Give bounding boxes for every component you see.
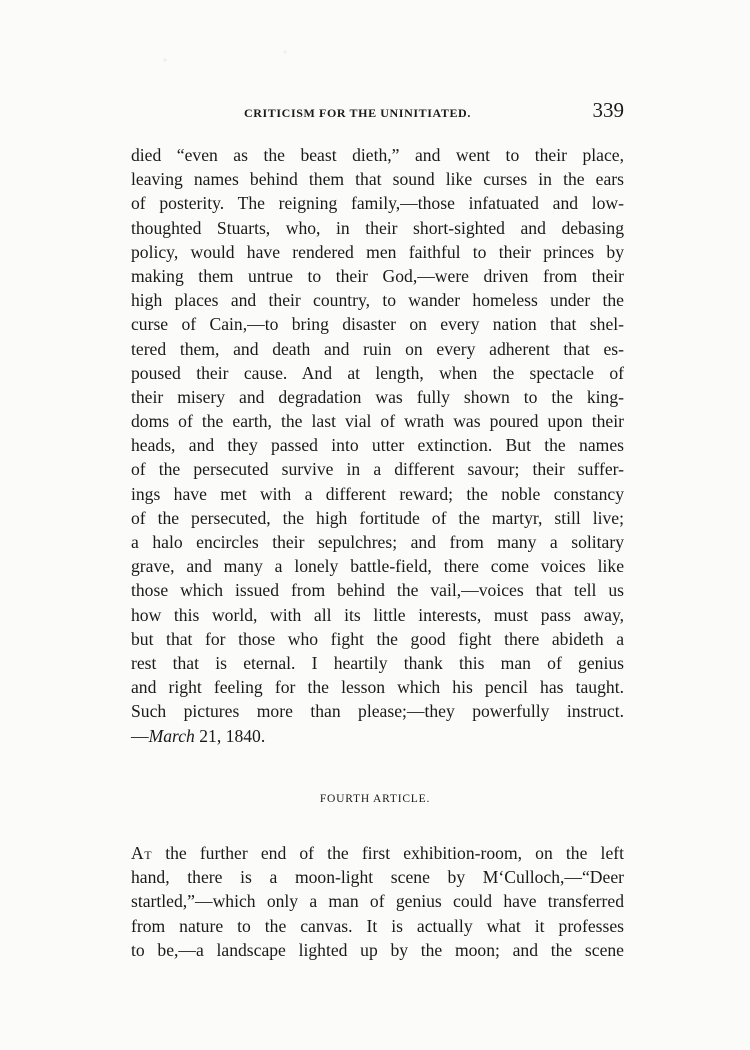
text-line: died “even as the beast dieth,” and went to their place, xyxy=(131,145,624,165)
text-line: grave, and many a lonely battle-field, there come voices like xyxy=(131,556,624,577)
text-line: tered them, and death and ruin on every adherent that es- xyxy=(131,338,624,359)
text-line: from nature to the canvas. It is actually what it professes xyxy=(131,915,624,936)
text-line: doms of the earth, the last vial of wrath was poured upon their xyxy=(131,411,624,432)
text-line: to be,—a landscape lighted up by the moon; and the scene xyxy=(131,939,624,960)
running-title: CRITICISM FOR THE UNINITIATED. xyxy=(244,106,471,120)
text-line: how this world, with all its little interests, must pass away, xyxy=(131,604,624,625)
section-heading: FOURTH ARTICLE. xyxy=(319,793,431,805)
text-line: heads, and they passed into utter extinction. But the names xyxy=(131,435,624,456)
text-line: policy, would have rendered men faithful to their princes by xyxy=(131,241,624,262)
text-line: curse of Cain,—to bring disaster on every nation that shel- xyxy=(131,314,624,335)
text-line: thoughted Stuarts, who, in their short-sighted and debasing xyxy=(131,217,624,238)
drop-word: At xyxy=(131,843,153,863)
text-line: a halo encircles their sepulchres; and from many a solitary xyxy=(131,532,624,552)
text-line: ings have met with a different reward; the noble constancy xyxy=(131,483,624,504)
text-line: high places and their country, to wander homeless under the xyxy=(131,290,624,311)
date-signoff xyxy=(131,724,624,748)
article-text xyxy=(131,841,624,962)
text-line: leaving names behind them that sound like curses in the ears xyxy=(131,169,624,190)
running-head xyxy=(130,98,624,128)
text-line: their misery and degradation was fully shown to the king- xyxy=(131,386,624,407)
text-line: hand, there is a moon-light scene by M‘Culloch,—“Deer xyxy=(131,867,624,888)
text-line: of the persecuted survive in a different savour; their suffer- xyxy=(131,459,624,480)
text-line: startled,”—which only a man of genius could have transferred xyxy=(131,891,624,912)
signoff-month: March xyxy=(148,725,195,746)
text-line: of the persecuted, the high fortitude of the martyr, still live; xyxy=(131,507,624,528)
signoff-date: 21, 1840. xyxy=(194,725,266,746)
text-line: but that for those who fight the good fight there abideth a xyxy=(131,628,624,649)
text-line: those which issued from behind the vail,—voices that tell us xyxy=(131,580,624,601)
paper-speckle xyxy=(105,40,405,80)
first-line-rest: the further end of the first exhibition-room, on the left xyxy=(152,843,624,863)
text-line: poused their cause. And at length, when the spectacle of xyxy=(131,362,624,383)
text-line: and right feeling for the lesson which his pencil has taught. xyxy=(131,677,624,698)
body-text xyxy=(131,143,624,748)
page-number: 339 xyxy=(592,98,624,122)
article-first-line xyxy=(131,841,624,865)
signoff-dash: — xyxy=(131,725,149,746)
text-line: Such pictures more than please;—they powerfully instruct. xyxy=(131,701,624,722)
text-line: rest that is eternal. I heartily thank this man of genius xyxy=(131,652,624,673)
text-line: of posterity. The reigning family,—those infatuated and low- xyxy=(131,193,624,214)
text-line: making them untrue to their God,—were driven from their xyxy=(131,265,624,286)
